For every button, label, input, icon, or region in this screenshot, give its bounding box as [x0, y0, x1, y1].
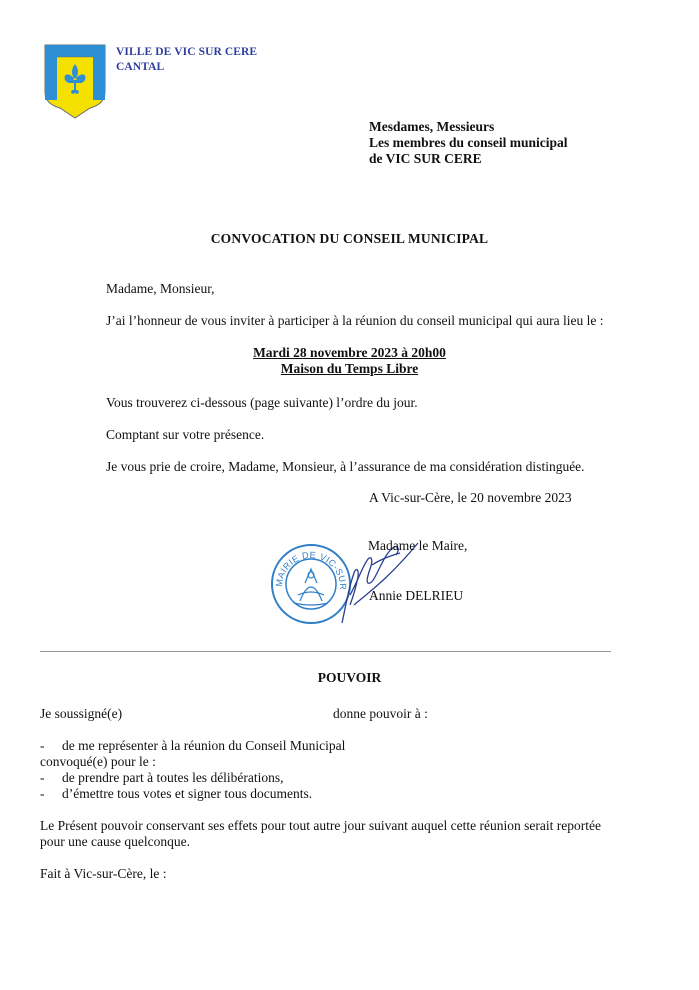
salutation: Madame, Monsieur,: [106, 281, 215, 296]
validity-line-2: pour une cause quelconque.: [40, 834, 190, 849]
recipient-line-2: Les membres du conseil municipal: [369, 135, 568, 150]
town-name: [116, 45, 257, 75]
list-item: [40, 738, 345, 754]
agenda-note: Vous trouverez ci-dessous (page suivante) l’ordre du jour.: [106, 395, 418, 410]
convoked-text: convoqué(e) pour le :: [40, 754, 156, 769]
list-dash: -: [40, 786, 45, 801]
validity-paragraph: [40, 818, 601, 850]
list-item-text: d’émettre tous votes et signer tous documents.: [62, 786, 313, 801]
gives-power-label: donne pouvoir à :: [333, 706, 428, 721]
list-item: [40, 786, 345, 802]
list-dash: -: [40, 738, 45, 753]
list-item-text: de prendre part à toutes les délibérations,: [62, 770, 284, 785]
town-line-1: VILLE DE VIC SUR CERE: [116, 46, 258, 58]
presence-text: Comptant sur votre présence.: [106, 427, 265, 442]
meeting-place: Maison du Temps Libre: [280, 361, 419, 376]
validity-line-1: Le Présent pouvoir conservant ses effets pour tout autre jour suivant auquel cette réunion serait reportée: [40, 818, 601, 833]
signatory-role: Madame le Maire,: [368, 538, 468, 553]
list-item-text: de me représenter à la réunion du Conseil Municipal: [62, 738, 346, 753]
list-dash: -: [40, 770, 45, 785]
recipient-line-1: Mesdames, Messieurs: [369, 119, 495, 134]
stamp-text: MAIRIE DE VIC-SUR: [273, 549, 349, 591]
meeting-date: Mardi 28 novembre 2023 à 20h00: [253, 345, 446, 360]
pouvoir-title: POUVOIR: [317, 670, 382, 685]
place-date: A Vic-sur-Cère, le 20 novembre 2023: [369, 490, 572, 505]
closing-text: Je vous prie de croire, Madame, Monsieur, à l’assurance de ma considération distinguée.: [106, 459, 585, 474]
pouvoir-list: [40, 738, 345, 802]
recipient-block: [369, 119, 568, 167]
document-title: CONVOCATION DU CONSEIL MUNICIPAL: [210, 231, 489, 246]
done-at-label: Fait à Vic-sur-Cère, le :: [40, 866, 167, 881]
signatory-name: Annie DELRIEU: [369, 588, 464, 603]
undersigned-label: Je soussigné(e): [40, 706, 123, 721]
section-divider: [40, 651, 611, 652]
invitation-text: J’ai l’honneur de vous inviter à participer à la réunion du conseil municipal qui aura lieu le :: [106, 313, 604, 328]
recipient-line-3: de VIC SUR CERE: [369, 151, 482, 166]
town-line-2: CANTAL: [116, 61, 165, 73]
list-item: [40, 770, 345, 786]
town-coat-of-arms-logo: [44, 44, 106, 120]
